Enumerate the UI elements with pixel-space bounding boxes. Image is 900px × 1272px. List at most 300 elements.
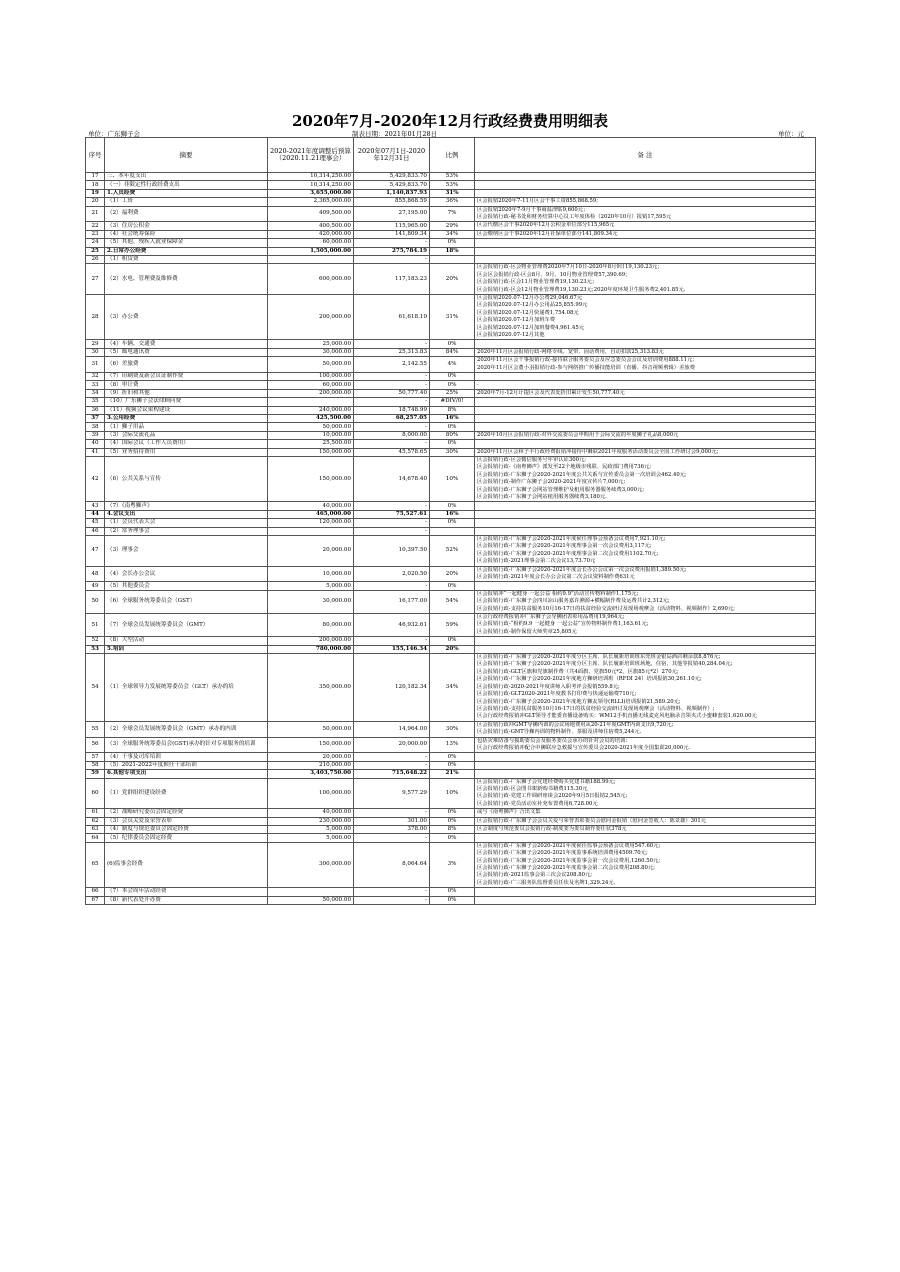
cell-desc: 三、本年度支出 (105, 173, 268, 181)
cell-no: 33 (86, 381, 105, 389)
cell-note (475, 239, 816, 247)
cell-desc: （7）本会周年活动经费 (105, 888, 268, 896)
cell-budget: 150,000.00 (268, 457, 354, 502)
cell-budget: 3,403,750.00 (268, 770, 354, 778)
cell-ratio (430, 255, 475, 263)
table-row (86, 173, 816, 181)
cell-actual: 25,313.83 (354, 348, 430, 356)
cell-actual: 275,784.19 (354, 247, 430, 255)
cell-desc: （3）理事会 (105, 536, 268, 567)
cell-note: 区会报销行政-广东狮子会2020-2021年度分区主席、队长履新培训班东莞班金银岛酒店剩余款8,876元; 区会报销行政-广东狮子会2020-2021年度分区主席、队长履新培训班场地、住宿、其他等报销40,284.04元; 区会报销行政-GLT区旗和党旗制作费（共4面旗，党旗50元*2，区旗85元*2）270元; 区会报销行政-广东狮子会2020-2021年度地方狮研培训班（RFDI 24）培训报销30,261.10元; 区会报销行政-2020-2021年度讲师入职考评会报销559.8元; 区会报销行政-GLT2020-2021年度教书打印费与快递运输费710元; 区会报销行政-广东狮子会2020-2021年度地方狮友领导(RLLI)培训报销21,589.20元; 区会报销行政-支持扶贫服务10月16-17日的扶贫经验交流研讨及现场观摩会（活动物料、视频制作）; 区会行政经费报销冲GLT领导才能委直播设备购买：WM12手机直播无线麦克风电脑录音领夹式小蜜蜂套装1,620.00元 (475, 654, 816, 722)
cell-note (475, 637, 816, 645)
table-row (86, 753, 816, 761)
cell-budget (268, 255, 354, 263)
cell-no: 51 (86, 614, 105, 637)
cell-ratio: 8% (430, 406, 475, 414)
cell-note (475, 834, 816, 842)
cell-no: 23 (86, 230, 105, 238)
cell-budget: 100,000.00 (268, 778, 354, 809)
cell-note (475, 582, 816, 590)
cell-actual: - (354, 255, 430, 263)
cell-ratio: 13% (430, 737, 475, 753)
table-row (86, 614, 816, 637)
cell-actual: - (354, 519, 430, 527)
cell-note (475, 761, 816, 769)
cell-budget: 600,000.00 (268, 264, 354, 295)
table-row (86, 357, 816, 373)
cell-budget: 409,500.00 (268, 206, 354, 222)
cell-note: 区会报销2020.07-12月办公费29,046.67元 区会报销2020.07-12月办公用品25,855.99元 区会报销2020.07-12月快递费1,754.08元 区会报销2020.07-12月加班车费 区会报销2020.07-12月加班餐费4,961.45元 区会报销2020.07-12月其他 (475, 295, 816, 340)
cell-no: 40 (86, 440, 105, 448)
cell-no: 67 (86, 896, 105, 904)
cell-budget: 5,000.00 (268, 834, 354, 842)
table-row (86, 834, 816, 842)
cell-budget: 80,000.00 (268, 614, 354, 637)
cell-desc: （1）会员代表大会 (105, 519, 268, 527)
header-budget: 2020-2021年度调整后预算 （2020.11.21理事会） (268, 138, 354, 173)
table-row (86, 222, 816, 230)
table-row (86, 778, 816, 809)
cell-note (475, 406, 816, 414)
cell-desc: 4.会议支出 (105, 510, 268, 518)
cell-ratio: 0% (430, 381, 475, 389)
table-row (86, 295, 816, 340)
cell-desc: （9）折旧和其他 (105, 389, 268, 397)
cell-actual: - (354, 423, 430, 431)
cell-note: . (475, 381, 816, 389)
table-row (86, 406, 816, 414)
table-row (86, 842, 816, 887)
cell-budget: 200,000.00 (268, 637, 354, 645)
cell-desc: （2）常务理事会 (105, 527, 268, 535)
cell-actual: 120,182.34 (354, 654, 430, 722)
table-row (86, 247, 816, 255)
cell-no: 22 (86, 222, 105, 230)
cell-desc: （2）福利费 (105, 206, 268, 222)
cell-no: 19 (86, 189, 105, 197)
cell-note (475, 896, 816, 904)
cell-budget: 25,500.00 (268, 440, 354, 448)
cell-budget: 60,000.00 (268, 381, 354, 389)
table-row (86, 423, 816, 431)
cell-note (475, 527, 816, 535)
cell-note: 区会报销2020年7-11月区会干事工资855,868.59; (475, 198, 816, 206)
cell-budget: 10,000.00 (268, 566, 354, 582)
cell-no: 38 (86, 423, 105, 431)
table-row (86, 230, 816, 238)
cell-budget: 150,000.00 (268, 737, 354, 753)
cell-note: 区会报销行政-广东狮子会2020-2021年度会长办公会议第一次会议费用报销1,389.50元; 区会报销行政-2021年度会长办公会议第二次会议资料制作费631元 (475, 566, 816, 582)
cell-note (475, 753, 816, 761)
cell-ratio: 0% (430, 373, 475, 381)
cell-desc: （5）其他委员会 (105, 582, 268, 590)
cell-budget: 350,000.00 (268, 654, 354, 722)
cell-desc: （8）审计费 (105, 381, 268, 389)
cell-ratio (430, 527, 475, 535)
cell-actual: - (354, 896, 430, 904)
table-row (86, 206, 816, 222)
cell-desc: （5）邮电通讯费 (105, 348, 268, 356)
cell-note: 区会报销冲“一起健身 一起公益 相约9.9”活动宣传物料制作1,175元; 区会报销行政-广东狮子会四川凉山服务嘉许溯源+横幅制作费及运费共计2,312元; 区会报销行政-支持扶贫服务10月16-17日的扶贫经验交流研讨及现场观摩会（活动物料、视频制作）2,690元; (475, 590, 816, 613)
cell-desc: （6）公共关系与宣传 (105, 457, 268, 502)
cell-ratio: 84% (430, 348, 475, 356)
cell-ratio: 0% (430, 423, 475, 431)
cell-actual: 45,578.65 (354, 448, 430, 456)
cell-budget: 200,000.00 (268, 295, 354, 340)
cell-note (475, 440, 816, 448)
table-row (86, 566, 816, 582)
cell-actual: 9,577.29 (354, 778, 430, 809)
cell-no: 60 (86, 778, 105, 809)
cell-no: 27 (86, 264, 105, 295)
cell-desc: （一）非限定性行政经费支出 (105, 181, 268, 189)
cell-no: 44 (86, 510, 105, 518)
cell-ratio: 36% (430, 198, 475, 206)
cell-actual: - (354, 398, 430, 406)
table-row (86, 440, 816, 448)
cell-no: 57 (86, 753, 105, 761)
cell-note (475, 770, 816, 778)
header-note: 备 注 (475, 138, 816, 173)
cell-ratio: 34% (430, 654, 475, 722)
cell-note (475, 255, 816, 263)
cell-budget: 780,000.00 (268, 645, 354, 653)
cell-no: 17 (86, 173, 105, 181)
cell-note (475, 519, 816, 527)
cell-desc: （1）狮子用品 (105, 423, 268, 431)
table-row (86, 239, 816, 247)
cell-actual: 2,142.55 (354, 357, 430, 373)
cell-desc: （4）干事及司库培训 (105, 753, 268, 761)
cell-note: 区会报销行政-广东狮子会2020-2021年度候任监事会预备会议费用547.60元; 区会报销行政-广东狮子会2020-2021年度监事系统培训费用4509.70元; 区会报销行政-广东狮子会2020-2021年度监事会第一次会议费用,1260.50元; 区会报销行政-广东狮子会2020-2021年度监事会第二次会议费用208.80元; 区会报销行政-2021监事会第三次会议208.80元; 区会报销行政-广三服务队监督委员任状及名牌1,329.24元. (475, 842, 816, 887)
cell-ratio: 0% (430, 519, 475, 527)
table-row (86, 527, 816, 535)
table-row (86, 415, 816, 423)
cell-desc: （10）广东狮子会法律顾问费 (105, 398, 268, 406)
currency-label: 单位：元 (778, 130, 804, 138)
cell-desc: （5）其他、残疾人就业保障金 (105, 239, 268, 247)
table-row (86, 888, 816, 896)
cell-note (475, 398, 816, 406)
cell-desc: （4）社会统筹保险 (105, 230, 268, 238)
cell-ratio: 0% (430, 888, 475, 896)
cell-actual: - (354, 888, 430, 896)
cell-note (475, 415, 816, 423)
cell-budget: 300,000.00 (268, 842, 354, 887)
cell-ratio: 25% (430, 389, 475, 397)
cell-note: 2020年7月-12月计提区会及代表处折旧累计发生50,777.40元 (475, 389, 816, 397)
cell-desc: （3）全球服务统筹委员会(GST)承办的针对专项服务的培训 (105, 737, 268, 753)
cell-note (475, 423, 816, 431)
cell-no: 34 (86, 389, 105, 397)
cell-ratio: 0% (430, 502, 475, 510)
cell-desc: （4）制度与规范委员会固定经费 (105, 825, 268, 833)
cell-actual: 5,429,833.70 (354, 181, 430, 189)
cell-actual: 855,868.59 (354, 198, 430, 206)
cell-actual: 16,177.00 (354, 590, 430, 613)
cell-note (475, 189, 816, 197)
cell-actual: - (354, 502, 430, 510)
cell-no: 25 (86, 247, 105, 255)
cell-desc: （3）会际交流礼品 (105, 431, 268, 439)
cell-note: 区会报销行政-区会物业管理费2020年7月10日-2020年8月9日19,130.23元； 区会区会报销行政-区会8月、9月、10月物业管理费57,390.69； 区会报销行政-区会11月物业管理费19,130.23元； 区会报销行政-区会12月物业管理费19,130.23元;2020年度环境卫生服务费2,401.85元. (475, 264, 816, 295)
cell-budget: 120,000.00 (268, 519, 354, 527)
table-row (86, 189, 816, 197)
table-row (86, 431, 816, 439)
table-row (86, 761, 816, 769)
cell-budget: 150,000.00 (268, 448, 354, 456)
cell-note: 区会代缴区会干事2020年12月公积金单位部分115,965元 (475, 222, 816, 230)
cell-ratio: 53% (430, 173, 475, 181)
cell-ratio: 20% (430, 566, 475, 582)
cell-desc: （8）大型活动 (105, 637, 268, 645)
cell-note (475, 247, 816, 255)
cell-desc: （6）全球服务统筹委员会（GST） (105, 590, 268, 613)
cell-actual: - (354, 761, 430, 769)
cell-ratio: 30% (430, 448, 475, 456)
table-row (86, 181, 816, 189)
cell-budget: 50,000.00 (268, 721, 354, 737)
table-row (86, 264, 816, 295)
cell-desc: （2）战略研究委员会固定经费 (105, 809, 268, 817)
cell-desc: 6.其他专项支出 (105, 770, 268, 778)
cell-actual: 50,777.40 (354, 389, 430, 397)
cell-note (475, 340, 816, 348)
cell-ratio: 0% (430, 753, 475, 761)
cell-note: 或与《南粤狮声》合出文集 (475, 809, 816, 817)
cell-ratio: 0% (430, 761, 475, 769)
table-row (86, 637, 816, 645)
cell-no: 18 (86, 181, 105, 189)
cell-desc: （7）全球会员发展统筹委员会（GMT） (105, 614, 268, 637)
cell-actual: 20,000.00 (354, 737, 430, 753)
cell-desc: （4）国际会议（工作人员费用） (105, 440, 268, 448)
cell-note: 区会制度与规范委员会报销行政-制度委为委员制作委任状378元 (475, 825, 816, 833)
table-row (86, 381, 816, 389)
cell-desc: （3）办公费 (105, 295, 268, 340)
cell-budget: 40,000.00 (268, 809, 354, 817)
table-row (86, 770, 816, 778)
cell-no: 59 (86, 770, 105, 778)
table-row (86, 255, 816, 263)
cell-no: 31 (86, 357, 105, 373)
table-row (86, 373, 816, 381)
cell-ratio: 10% (430, 457, 475, 502)
table-row (86, 536, 816, 567)
cell-note (475, 510, 816, 518)
cell-desc: （2）全球会员发展统筹委员会（GMT）承办的内训 (105, 721, 268, 737)
cell-desc: （4）会长办公会议 (105, 566, 268, 582)
cell-actual: 14,678.40 (354, 457, 430, 502)
cell-desc: （8）新代表处开办费 (105, 896, 268, 904)
cell-desc: 3.公用经费 (105, 415, 268, 423)
cell-no: 47 (86, 536, 105, 567)
cell-note (475, 888, 816, 896)
cell-actual: - (354, 582, 430, 590)
cell-actual: - (354, 809, 430, 817)
cell-desc: （1）工资 (105, 198, 268, 206)
cell-budget: 10,314,250.00 (268, 181, 354, 189)
cell-ratio: #DIV/0! (430, 398, 475, 406)
cell-note (475, 373, 816, 381)
cell-budget: 200,000.00 (268, 389, 354, 397)
cell-no: 53 (86, 645, 105, 653)
cell-actual: 61,618.19 (354, 295, 430, 340)
cell-ratio: 0% (430, 809, 475, 817)
cell-ratio: 0% (430, 239, 475, 247)
cell-budget (268, 527, 354, 535)
cell-actual: 46,932.61 (354, 614, 430, 637)
cell-budget: 210,000.00 (268, 761, 354, 769)
cell-no: 66 (86, 888, 105, 896)
cell-ratio: 20% (430, 264, 475, 295)
cell-actual: 75,527.61 (354, 510, 430, 518)
table-row (86, 825, 816, 833)
cell-ratio: 54% (430, 590, 475, 613)
cell-desc: 1.人员经费 (105, 189, 268, 197)
cell-note: 区会行政经费报销冲广东狮子会导狮团表彰用品费用19,964元; 区会报销行政-“相约9.9 一起健身 一起公益”宣传物料制作费1,163.61元; 区会报销行政-制作保留大师奖章25,805元 (475, 614, 816, 637)
cell-no: 30 (86, 348, 105, 356)
cell-actual: 27,195.00 (354, 206, 430, 222)
cell-ratio: 16% (430, 415, 475, 423)
cell-ratio: 34% (430, 230, 475, 238)
cell-actual: - (354, 381, 430, 389)
cell-no: 50 (86, 590, 105, 613)
cell-desc: （6）差旅费 (105, 357, 268, 373)
cell-desc: （11）视频会议架构建设 (105, 406, 268, 414)
cell-no: 52 (86, 637, 105, 645)
table-row (86, 582, 816, 590)
cell-desc: （5）纪律委员会固定经费 (105, 834, 268, 842)
cell-no: 46 (86, 527, 105, 535)
cell-note: 区会缴纳区会干事2020年12月社保单位部分141,809.34元 (475, 230, 816, 238)
cell-note (475, 502, 816, 510)
cell-no: 32 (86, 373, 105, 381)
table-row (86, 510, 816, 518)
cell-no: 28 (86, 295, 105, 340)
cell-budget: 10,314,250.00 (268, 173, 354, 181)
cell-note: 区会报销行政-广东狮子会党建经费购买党建书籍188.99元; 区会报销行政-区会图书架新购书籍费115.30元 区会报销行政-党建工作调研座谈会2020年9月5日报销2,545元; 区会报销行政-党员活动室补充布置费用6,728.00元 (475, 778, 816, 809)
cell-ratio: 0% (430, 896, 475, 904)
cell-budget: 20,000.00 (268, 753, 354, 761)
cell-no: 63 (86, 825, 105, 833)
cell-actual: - (354, 239, 430, 247)
cell-budget: 50,000.00 (268, 357, 354, 373)
cell-actual: - (354, 527, 430, 535)
table-row (86, 721, 816, 737)
unit-label: 单位：广东狮子会 (88, 130, 140, 138)
cell-desc: （5）2021-2022年度候任干部培训 (105, 761, 268, 769)
table-row (86, 348, 816, 356)
cell-budget: 240,000.00 (268, 406, 354, 414)
cell-desc: （7）《南粤狮声》 (105, 502, 268, 510)
table-row (86, 448, 816, 456)
cell-no: 54 (86, 654, 105, 722)
cell-actual: 1,140,837.93 (354, 189, 430, 197)
table-header (86, 138, 816, 173)
cell-desc: （4）车辆、交通费 (105, 340, 268, 348)
cell-no: 41 (86, 448, 105, 456)
table-row (86, 590, 816, 613)
cell-note: 区会报销行政-广东狮子会会员关爱与荣誉表彰委员会慰问金报销（慰问金签收人：陈景雄）301元 (475, 817, 816, 825)
table-row (86, 340, 816, 348)
cell-no: 24 (86, 239, 105, 247)
cell-no: 48 (86, 566, 105, 582)
cell-note (475, 181, 816, 189)
table-row (86, 809, 816, 817)
cell-desc: 2.日常办公经费 (105, 247, 268, 255)
cell-actual: 68,257.05 (354, 415, 430, 423)
cell-ratio: 3% (430, 842, 475, 887)
cell-note (475, 645, 816, 653)
cell-budget: 5,000.00 (268, 582, 354, 590)
cell-actual: 155,146.34 (354, 645, 430, 653)
table-row (86, 737, 816, 753)
cell-actual: - (354, 440, 430, 448)
cell-ratio: 31% (430, 189, 475, 197)
cell-budget: 1,505,000.00 (268, 247, 354, 255)
header-seq: 序号 (86, 138, 105, 173)
cell-note: 区会报销行政冲GMT导狮内训的会议场地费用从20-21年度GMT内训支出9,720元; 区会报销行政-GMT导狮内训的物料制作、茶服及讲师住宿费5,244元. (475, 721, 816, 737)
cell-ratio: 0% (430, 637, 475, 645)
cell-actual: - (354, 637, 430, 645)
cell-actual: 301.00 (354, 817, 430, 825)
table-row (86, 398, 816, 406)
cell-budget (268, 398, 354, 406)
cell-note: 2020年11月区会干事报销行政-接待联合服务委员会及应急委员会会议及培训费用888.11元; 2020年11月区会董小羽报销行政-参与网络推广传播技能培训（直播、抖音视频剪辑）差旅费 (475, 357, 816, 373)
cell-desc: （2）水电、管理费及维修费 (105, 264, 268, 295)
cell-desc: （1）租赁费 (105, 255, 268, 263)
table-row (86, 896, 816, 904)
cell-no: 36 (86, 406, 105, 414)
cell-note: 区会报销2020年7-9月干事商温津贴9,600元； 区会报销行政-秘书处和财务结算中心员工年度体检（2020年10月）报销17,595元 (475, 206, 816, 222)
cell-desc: （1）全球领导力发展统筹委员会（GLT）承办的培 (105, 654, 268, 722)
cell-budget: 5,000.00 (268, 825, 354, 833)
page-title: 2020年7月-2020年12月行政经费费用明细表 (291, 112, 609, 130)
cell-budget: 465,000.00 (268, 510, 354, 518)
cell-actual: - (354, 373, 430, 381)
table-row (86, 389, 816, 397)
cell-budget: 10,000.00 (268, 431, 354, 439)
cell-actual: - (354, 834, 430, 842)
cell-no: 43 (86, 502, 105, 510)
cell-ratio: 0% (430, 817, 475, 825)
cell-budget: 3,655,000.00 (268, 189, 354, 197)
table-row (86, 654, 816, 722)
cell-actual: 10,397.50 (354, 536, 430, 567)
cell-budget: 20,000.00 (268, 536, 354, 567)
cell-note: 2020年11月区会林子丰行政经费报销冲接待中狮联2021年度服务活动委员会全国工作研讨会9,000元; (475, 448, 816, 456)
cell-no: 65 (86, 842, 105, 887)
cell-no: 49 (86, 582, 105, 590)
cell-no: 29 (86, 340, 105, 348)
cell-no: 55 (86, 721, 105, 737)
cell-note: 2020年10月区会报销行政-对外交流委员会申购用于会际交流的年度狮子礼品8,000元 (475, 431, 816, 439)
cell-no: 45 (86, 519, 105, 527)
cell-budget: 425,500.00 (268, 415, 354, 423)
cell-no: 62 (86, 817, 105, 825)
cell-ratio: 10% (430, 778, 475, 809)
cell-note: 区会报销行政-区会微信服务号年审认证300元; 区会报销行政-《南粤狮声》派发至22个地级市残联、民政部门费用736元; 区会报销行政-广东狮子会2020-2021年度公共关系与宣传委员会第一次培训会462.40元; 区会报销行政-制作广东狮子会2020-2021年度宣传片7,000元; 区会报销行政-广东狮子会网站管理维护及租用服务器服务续费3,000元; 区会报销行政-广东狮子会网站租用服务器续费3,180元. (475, 457, 816, 502)
cell-no: 39 (86, 431, 105, 439)
cell-desc: 5.培训 (105, 645, 268, 653)
table-row (86, 198, 816, 206)
cell-note (475, 173, 816, 181)
cell-desc: （7）印刷费及新会员证制作费 (105, 373, 268, 381)
cell-budget (268, 888, 354, 896)
header-actual: 2020年07月1日-2020年12月31日 (354, 138, 430, 173)
cell-ratio: 20% (430, 645, 475, 653)
